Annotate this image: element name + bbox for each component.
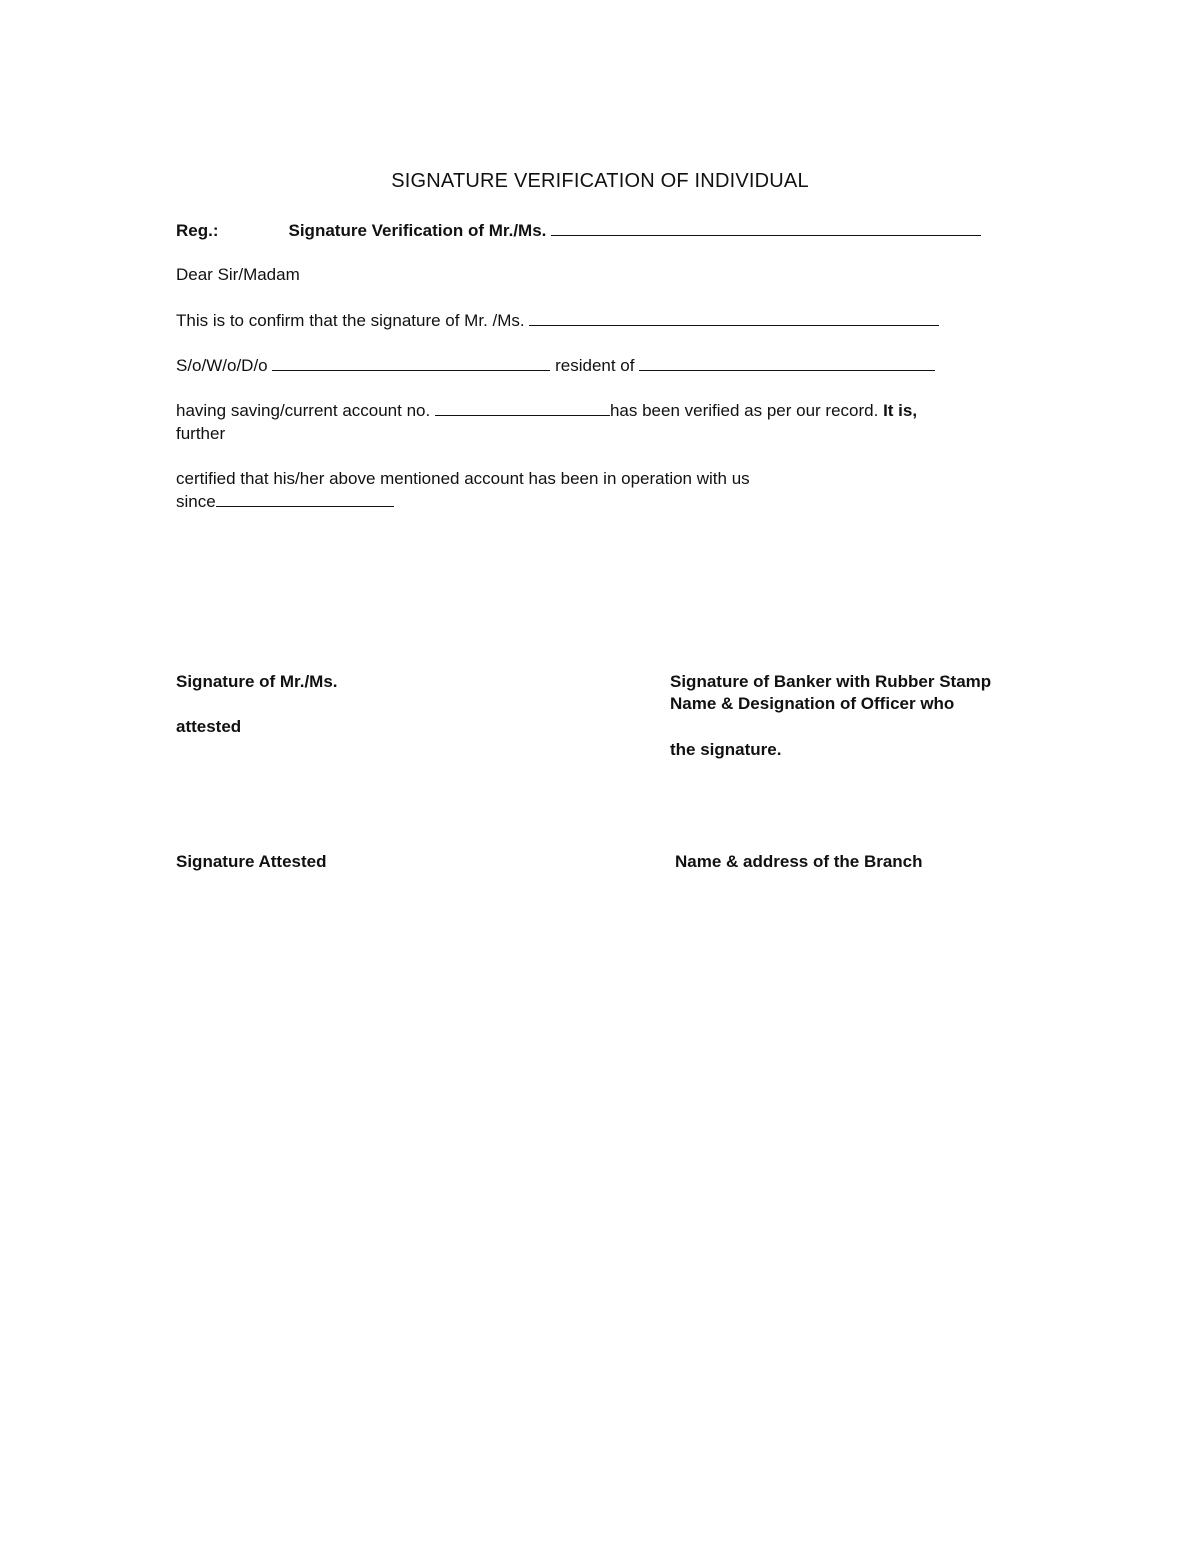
signature-of-holder-label: Signature of Mr./Ms. [176,672,338,691]
reg-line [176,219,981,242]
relation-line [176,354,935,377]
resident-blank[interactable] [639,356,935,371]
confirm-line [176,309,939,332]
account-number-blank[interactable] [435,401,610,416]
attested-label: attested [176,717,242,736]
relation-blank[interactable] [272,356,550,371]
certified-paragraph [176,467,1026,513]
certified-text: certified that his/her above mentioned account has been in operation with us [176,469,750,488]
signature-attested-label: Signature Attested [176,852,327,871]
reg-label: Reg.: [176,221,219,240]
it-is-text: It is, [883,401,918,420]
officer-designation-label: Name & Designation of Officer who [670,694,955,713]
reg-text: Signature Verification of Mr./Ms. [288,221,547,240]
confirm-name-blank[interactable] [529,311,939,326]
name-blank[interactable] [551,221,981,236]
salutation: Dear Sir/Madam [176,265,300,284]
branch-address-label: Name & address of the Branch [675,852,923,871]
relation-text: S/o/W/o/D/o [176,356,268,375]
banker-signature-label: Signature of Banker with Rubber Stamp [670,672,992,691]
account-pre-text: having saving/current account no. [176,401,431,420]
since-text: since [176,492,216,511]
document-title: SIGNATURE VERIFICATION OF INDIVIDUAL [391,170,809,192]
further-text: further [176,424,226,443]
the-signature-label: the signature. [670,740,782,759]
account-post-text: has been verified as per our record. [609,401,879,420]
since-blank[interactable] [216,492,394,507]
account-paragraph [176,399,1026,445]
resident-text: resident of [555,356,635,375]
confirm-text: This is to confirm that the signature of Mr. /Ms. [176,311,525,330]
